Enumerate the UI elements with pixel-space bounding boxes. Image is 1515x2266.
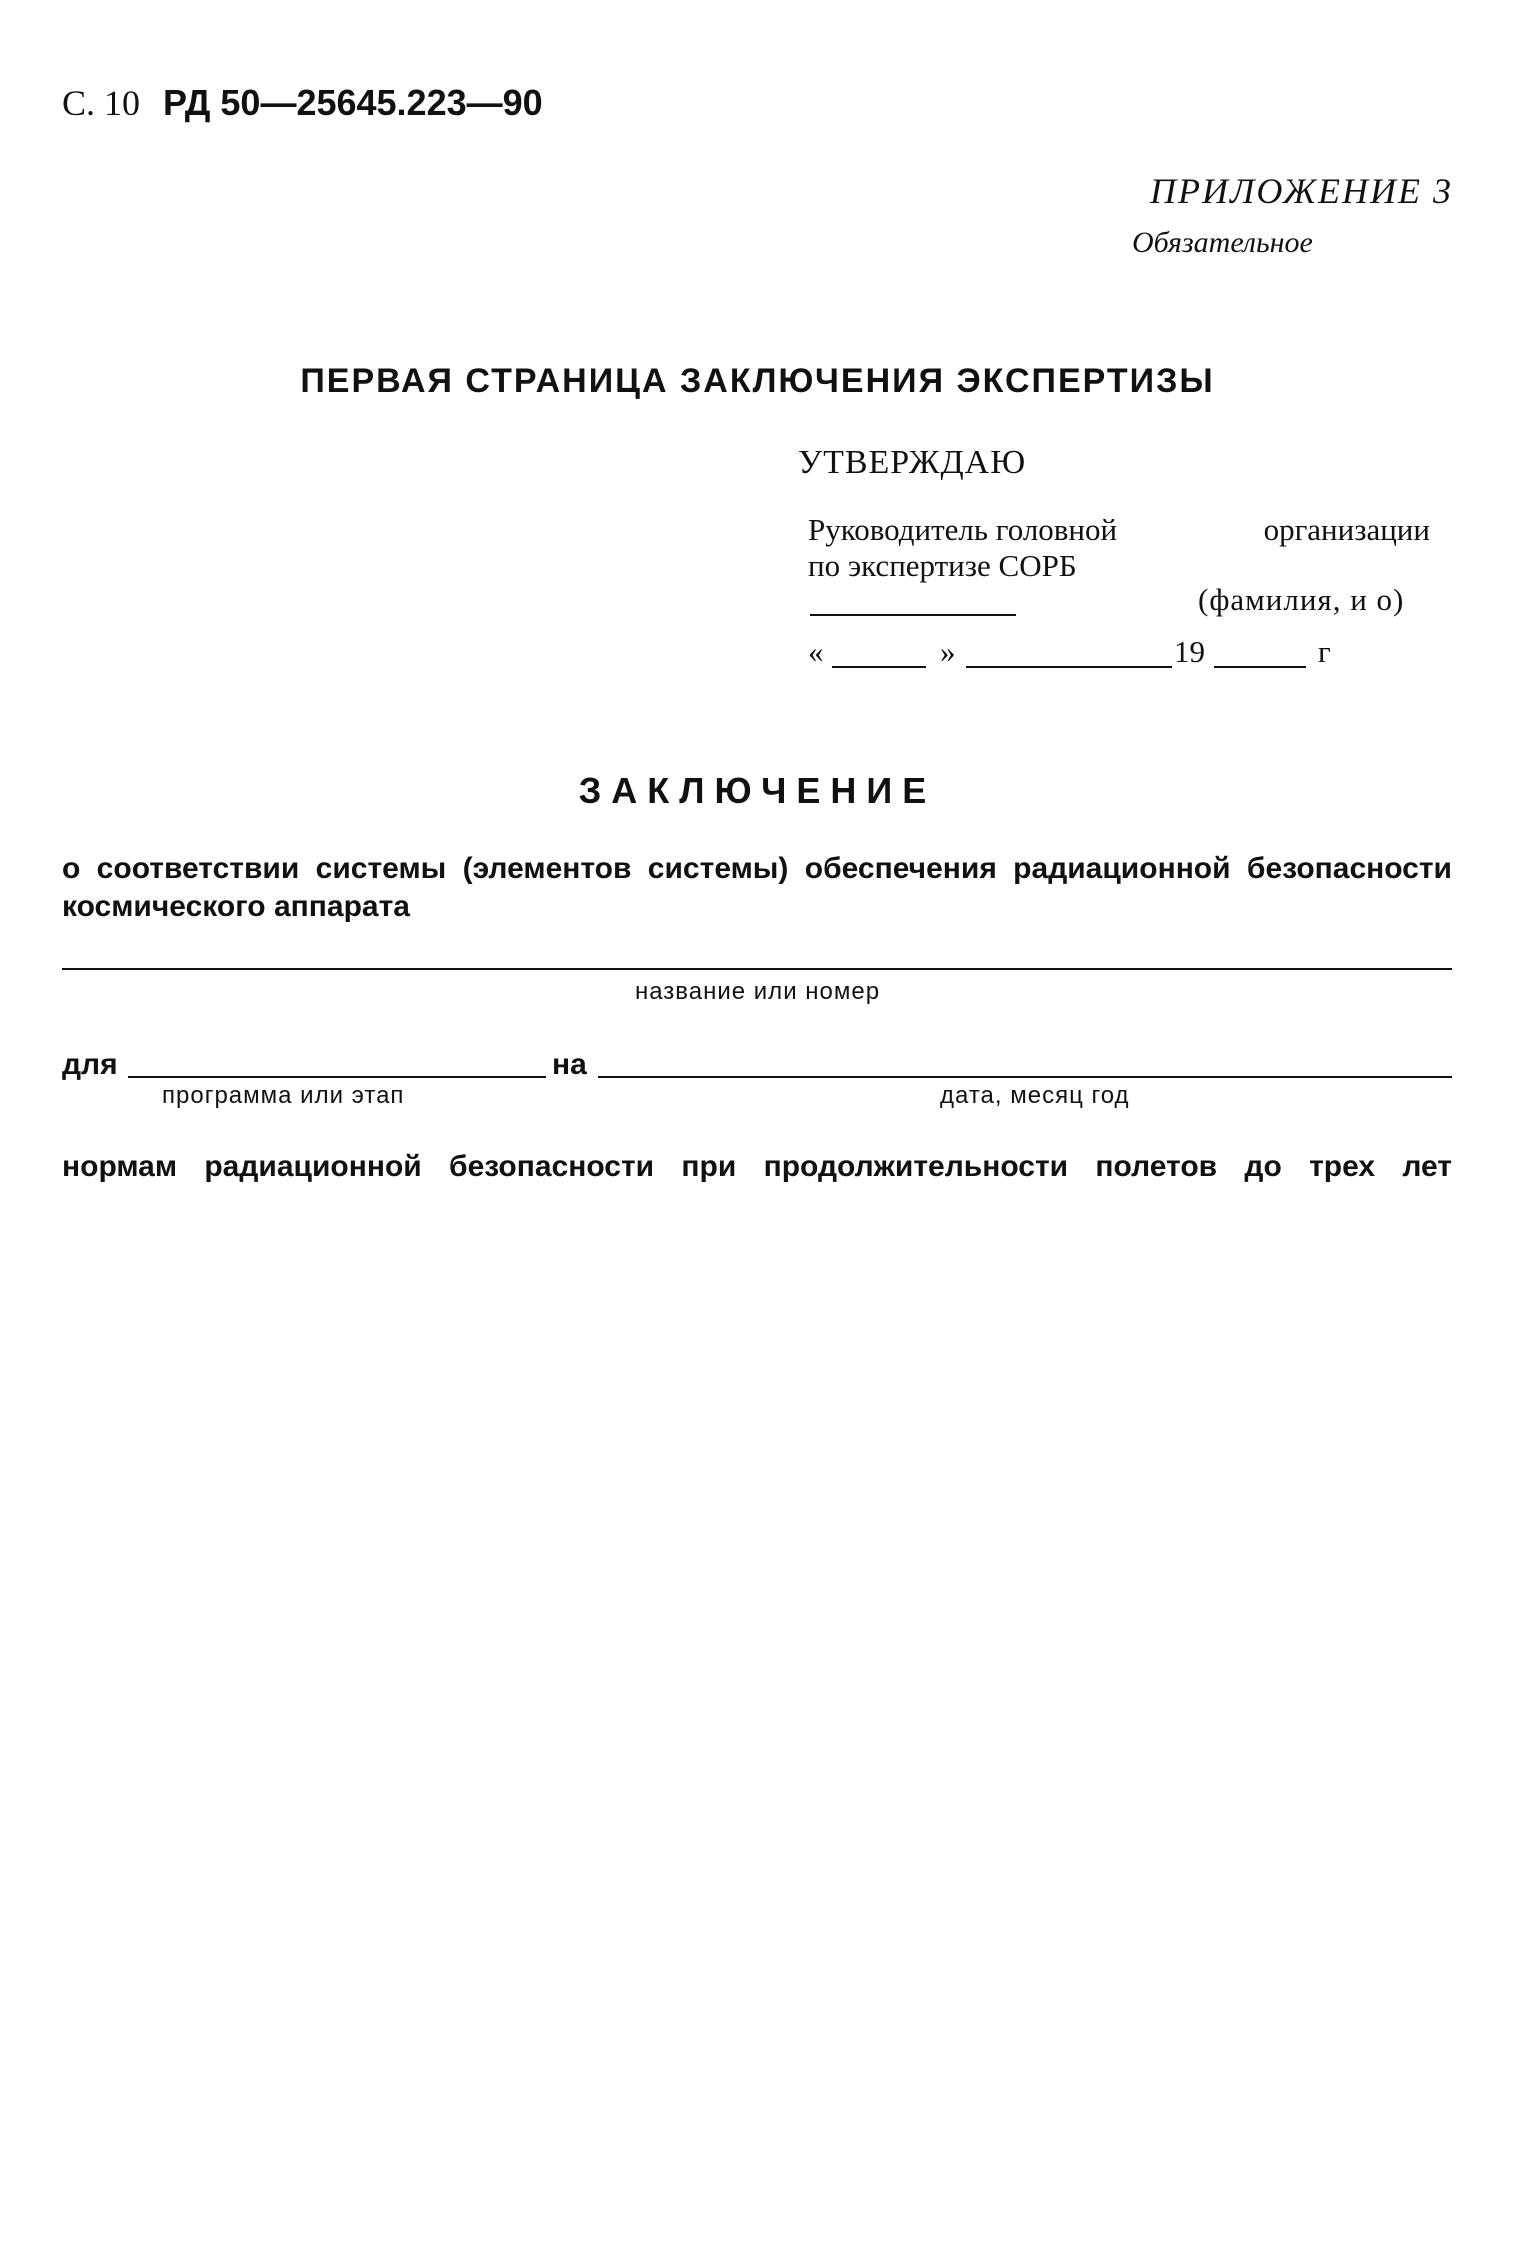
conclusion-title: ЗАКЛЮЧЕНИЕ — [578, 770, 937, 811]
page-header — [62, 82, 543, 124]
name-line — [62, 968, 1452, 970]
year-line — [1214, 666, 1306, 668]
signature-line — [810, 614, 1016, 616]
date-row — [808, 634, 824, 670]
open-quote: « — [808, 634, 824, 669]
month-line — [966, 666, 1172, 668]
for-label: для — [62, 1048, 118, 1081]
section-title: ПЕРВАЯ СТРАНИЦА ЗАКЛЮЧЕНИЯ ЭКСПЕРТИЗЫ — [300, 362, 1215, 400]
on-label: на — [552, 1048, 587, 1081]
date-line — [598, 1076, 1452, 1078]
name-or-number-hint: название или номер — [634, 978, 881, 1005]
program-line — [128, 1076, 546, 1078]
norms-text: нормам радиационной безопасности при продолжительности полетов до трех лет — [62, 1150, 1452, 1183]
day-line — [832, 666, 926, 668]
approver-position-left: Руководитель головной — [808, 512, 1118, 547]
approver-position-line2: по экспертизе СОРБ — [808, 548, 1077, 583]
appendix-status: Обязательное — [1132, 226, 1313, 259]
approver-position-right: организации — [1263, 512, 1430, 547]
approve-label: УТВЕРЖДАЮ — [798, 444, 1027, 481]
appendix-title: ПРИЛОЖЕНИЕ 3 — [1150, 171, 1453, 211]
close-quote: » — [940, 634, 956, 669]
page-number: С. 10 — [62, 83, 141, 123]
conclusion-text: о соответствии системы (элементов системы) обеспечения радиационной безопасности космического аппарата — [62, 852, 1452, 923]
document-number: РД 50—25645.223—90 — [163, 82, 543, 123]
date-hint: дата, месяц год — [940, 1082, 1130, 1109]
program-hint: программа или этап — [162, 1082, 405, 1109]
year-suffix: г — [1318, 634, 1331, 669]
year-prefix: 19 — [1174, 634, 1205, 669]
name-hint: (фамилия, и о) — [1198, 582, 1405, 617]
approver-position — [808, 512, 1430, 548]
